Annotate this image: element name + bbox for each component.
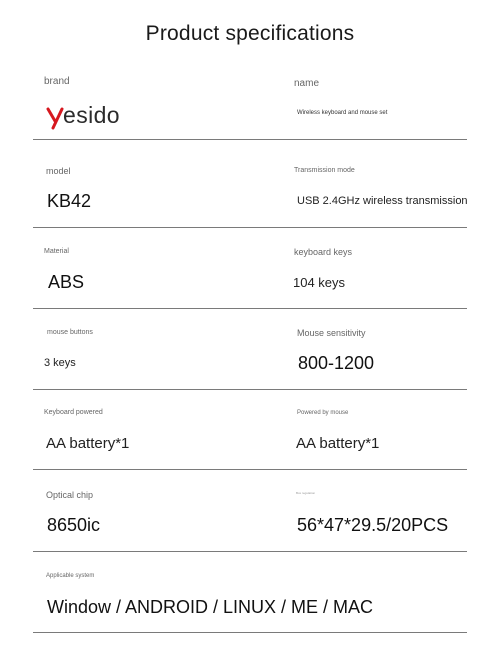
mouse-powered-value: AA battery*1: [296, 435, 380, 452]
name-label: name: [294, 78, 320, 89]
optical-chip-label: Optical chip: [46, 490, 94, 500]
divider: [33, 227, 467, 228]
applicable-system-value: Window / ANDROID / LINUX / ME / MAC: [47, 597, 374, 617]
brand-label: brand: [44, 76, 70, 87]
logo-text: esido: [63, 102, 120, 128]
optical-chip-value: 8650ic: [47, 515, 101, 535]
logo-y-mark: [48, 109, 62, 128]
divider: [33, 469, 467, 470]
name-value: Wireless keyboard and mouse set: [297, 110, 388, 116]
mouse-buttons-value: 3 keys: [44, 357, 76, 369]
divider: [33, 389, 467, 390]
divider: [33, 139, 467, 140]
box-regulation-value: 56*47*29.5/20PCS: [297, 515, 449, 535]
mouse-sensitivity-value: 800-1200: [298, 353, 375, 373]
applicable-system-label: Applicable system: [46, 573, 95, 579]
material-value: ABS: [48, 272, 85, 292]
divider: [33, 308, 467, 309]
divider: [33, 551, 467, 552]
keyboard-keys-label: keyboard keys: [294, 247, 353, 257]
mouse-powered-label: Powered by mouse: [297, 410, 349, 416]
keyboard-keys-value: 104 keys: [293, 275, 346, 290]
keyboard-powered-label: Keyboard powered: [44, 409, 103, 416]
model-label: model: [46, 166, 71, 176]
divider: [33, 632, 467, 633]
mouse-sensitivity-label: Mouse sensitivity: [297, 328, 366, 338]
transmission-label: Transmission mode: [294, 167, 355, 174]
material-label: Material: [44, 248, 69, 255]
transmission-value: USB 2.4GHz wireless transmission: [297, 195, 468, 207]
yesido-logo: [45, 101, 135, 131]
page-title: Product specifications: [145, 22, 355, 45]
mouse-buttons-label: mouse buttons: [47, 329, 93, 336]
box-regulation-label: Box regulation: [296, 491, 316, 495]
keyboard-powered-value: AA battery*1: [46, 435, 130, 452]
model-value: KB42: [47, 191, 92, 211]
